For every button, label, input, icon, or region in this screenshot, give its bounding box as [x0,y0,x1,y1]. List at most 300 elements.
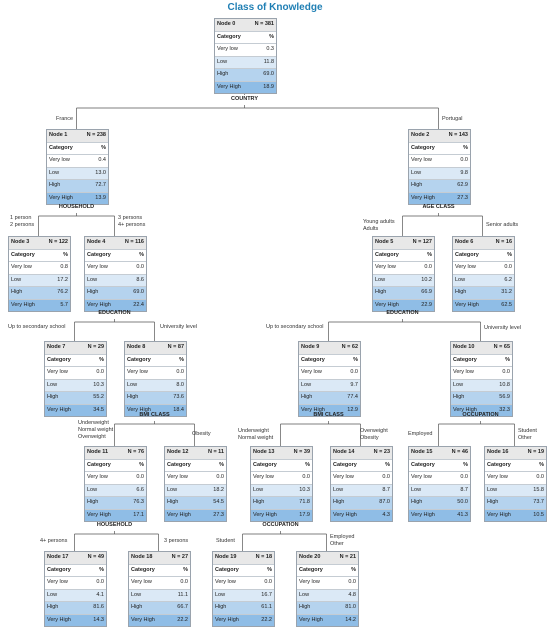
node-row [299,355,360,368]
class-percent: 69.0 [133,289,144,295]
node-row [297,565,358,578]
node-row [409,510,470,522]
class-label: Low [167,486,178,493]
category-header: Category [47,566,71,573]
class-label: Very High [11,301,35,308]
percent-header: % [183,566,188,573]
node-row [453,275,514,288]
category-header: Category [301,356,325,363]
node-row [45,392,106,405]
node-row [125,342,186,355]
tree-node [298,341,361,417]
branch-label-left: Underweight Normal weight [238,428,274,441]
node-row [165,447,226,460]
percent-header: % [305,461,310,468]
class-label: Low [87,276,98,283]
class-percent: 0.0 [382,474,390,480]
node-count: N = 238 [86,132,106,138]
class-percent: 72.7 [95,182,106,188]
class-percent: 5.7 [60,301,68,308]
class-percent: 0.0 [302,474,310,480]
branch-label-left: Employed [408,431,433,437]
class-label: Very low [217,46,238,52]
node-row [215,69,276,82]
node-row [297,602,358,615]
node-row [47,130,108,143]
class-label: High [87,289,99,295]
node-row [485,485,546,498]
class-label: High [87,499,99,505]
category-header: Category [453,356,477,363]
class-percent: 61.1 [261,604,272,610]
class-label: Very High [301,406,325,413]
node-row [299,342,360,355]
category-header: Category [215,566,239,573]
percent-header: % [351,566,356,573]
node-row [451,355,512,368]
node-id: Node 1 [49,132,68,138]
class-label: Low [487,486,498,493]
class-percent: 10.3 [299,486,310,493]
class-label: Low [453,381,464,388]
class-label: Low [47,591,58,598]
class-label: Very High [299,616,323,623]
class-label: Very High [47,616,71,623]
node-row [373,275,434,288]
percent-header: % [463,144,468,151]
percent-header: % [427,251,432,258]
class-label: Very low [47,579,68,585]
percent-header: % [139,251,144,258]
node-row [213,565,274,578]
class-percent: 62.9 [457,182,468,188]
class-label: Low [11,276,22,283]
class-percent: 0.0 [504,264,512,270]
node-row [85,472,146,485]
class-label: Low [49,169,60,176]
node-id: Node 19 [215,554,237,560]
category-header: Category [299,566,323,573]
category-header: Category [167,461,191,468]
class-percent: 55.2 [93,394,104,400]
branch-label-right: Overweight Obesity [360,428,388,441]
tree-node [8,236,71,312]
class-percent: 6.2 [504,276,512,283]
class-label: Very High [217,83,241,90]
node-row [409,130,470,143]
node-id: Node 0 [217,21,236,27]
class-percent: 50.0 [457,499,468,505]
class-label: Low [301,381,312,388]
class-percent: 41.3 [457,511,468,518]
node-count: N = 143 [448,132,468,138]
class-label: Very High [127,406,151,413]
tree-node [214,18,277,94]
branch-label-right: Obesity [192,431,211,437]
class-percent: 71.8 [299,499,310,505]
class-percent: 4.3 [382,511,390,518]
branch-label-right: Student Other [518,428,537,441]
class-percent: 15.8 [533,486,544,493]
node-row [409,485,470,498]
node-row [85,497,146,510]
node-row [125,380,186,393]
class-percent: 0.3 [266,46,274,52]
node-row [485,447,546,460]
class-percent: 22.9 [421,301,432,308]
node-id: Node 18 [131,554,153,560]
class-percent: 22.2 [177,616,188,623]
class-label: High [47,604,59,610]
node-row [45,380,106,393]
class-percent: 4.1 [96,591,104,598]
node-row [451,380,512,393]
tree-node [212,551,275,627]
node-row [45,577,106,590]
percent-header: % [219,461,224,468]
node-row [453,237,514,250]
class-percent: 0.0 [350,369,358,375]
node-row [9,287,70,300]
category-header: Category [87,461,111,468]
node-id: Node 9 [301,344,320,350]
node-row [373,250,434,263]
node-row [47,168,108,181]
class-percent: 4.8 [348,591,356,598]
node-row [85,485,146,498]
node-row [165,460,226,473]
tree-node [450,341,513,417]
branch-label-left: Student [216,538,235,544]
node-row [213,552,274,565]
node-row [251,447,312,460]
node-count: N = 16 [495,239,512,245]
node-row [409,168,470,181]
tree-node [330,446,393,522]
node-row [129,565,190,578]
node-row [165,497,226,510]
split-variable-label: HOUSEHOLD [58,204,95,210]
node-row [373,287,434,300]
class-label: High [333,499,345,505]
percent-header: % [539,461,544,468]
branch-label-left: Up to secondary school [266,324,324,330]
class-percent: 18.2 [213,486,224,493]
node-count: N = 122 [48,239,68,245]
chart-title: Class of Knowledge [227,2,323,13]
class-label: High [301,394,313,400]
node-row [47,143,108,156]
class-percent: 0.0 [96,579,104,585]
class-percent: 8.7 [460,486,468,493]
node-row [451,342,512,355]
node-row [165,472,226,485]
node-row [331,497,392,510]
category-header: Category [47,356,71,363]
class-label: Low [217,58,228,65]
node-row [297,552,358,565]
node-row [485,460,546,473]
class-percent: 8.6 [136,276,144,283]
split-variable-label: EDUCATION [386,310,419,316]
node-id: Node 20 [299,554,321,560]
class-percent: 17.9 [299,511,310,518]
class-label: Low [131,591,142,598]
node-row [251,472,312,485]
percent-header: % [63,251,68,258]
node-count: N = 76 [127,449,144,455]
class-label: High [131,604,143,610]
node-row [215,82,276,94]
node-row [215,44,276,57]
class-label: Very low [215,579,236,585]
class-percent: 9.7 [350,381,358,388]
class-label: Very High [375,301,399,308]
node-row [129,577,190,590]
node-count: N = 87 [167,344,184,350]
node-row [251,460,312,473]
class-label: High [487,499,499,505]
tree-node [408,446,471,522]
node-id: Node 2 [411,132,430,138]
class-label: High [215,604,227,610]
node-row [213,577,274,590]
percent-header: % [353,356,358,363]
category-header: Category [455,251,479,258]
node-row [297,615,358,627]
class-percent: 0.0 [216,474,224,480]
class-percent: 66.9 [421,289,432,295]
branch-label-right: Portugal [442,116,463,122]
node-row [485,510,546,522]
category-header: Category [411,461,435,468]
class-label: Very High [253,511,277,518]
class-percent: 0.0 [264,579,272,585]
class-label: High [375,289,387,295]
class-percent: 22.2 [261,616,272,623]
split-variable-label: BMI CLASS [139,412,170,418]
class-percent: 73.6 [173,394,184,400]
node-row [85,447,146,460]
node-row [125,392,186,405]
node-row [9,262,70,275]
class-label: Low [299,591,310,598]
class-label: Very High [87,301,111,308]
class-label: Very High [131,616,155,623]
node-row [129,615,190,627]
node-row [9,300,70,312]
percent-header: % [269,33,274,40]
class-label: Very low [87,474,108,480]
node-row [85,250,146,263]
node-id: Node 11 [87,449,109,455]
node-id: Node 10 [453,344,475,350]
node-row [409,155,470,168]
branch-label-right: 3 persons [164,538,189,544]
class-label: Very High [87,511,111,518]
class-label: Very High [49,194,73,201]
node-count: N = 65 [493,344,510,350]
class-label: High [167,499,179,505]
node-count: N = 18 [255,554,272,560]
node-row [45,355,106,368]
class-label: Very low [127,369,148,375]
percent-header: % [267,566,272,573]
class-percent: 27.3 [457,194,468,201]
node-row [409,497,470,510]
class-label: Very High [487,511,511,518]
node-id: Node 12 [167,449,189,455]
class-label: High [411,499,423,505]
node-row [45,602,106,615]
tree-node [128,551,191,627]
node-row [453,287,514,300]
tree-node [84,446,147,522]
node-id: Node 7 [47,344,66,350]
node-row [485,472,546,485]
class-label: Very low [167,474,188,480]
tree-node [452,236,515,312]
branch-label-right: University level [160,324,197,330]
class-percent: 76.3 [133,499,144,505]
class-percent: 12.9 [347,406,358,413]
class-label: Very low [333,474,354,480]
class-label: Very High [167,511,191,518]
class-percent: 10.3 [93,381,104,388]
class-percent: 73.7 [533,499,544,505]
class-percent: 81.0 [345,604,356,610]
node-row [47,180,108,193]
node-row [485,497,546,510]
percent-header: % [139,461,144,468]
class-label: Low [411,169,422,176]
class-label: Very low [411,474,432,480]
node-id: Node 15 [411,449,433,455]
class-label: Low [455,276,466,283]
class-percent: 27.3 [213,511,224,518]
class-percent: 14.2 [345,616,356,623]
node-row [451,367,512,380]
class-percent: 6.6 [136,486,144,493]
node-row [45,565,106,578]
node-id: Node 17 [47,554,69,560]
class-percent: 11.8 [263,58,274,65]
node-row [299,392,360,405]
node-row [215,19,276,32]
node-row [331,510,392,522]
class-label: Very low [131,579,152,585]
node-row [9,237,70,250]
class-label: Very High [411,511,435,518]
split-variable-label: EDUCATION [98,310,131,316]
node-row [409,193,470,205]
class-label: High [49,182,61,188]
tree-node [44,551,107,627]
node-row [297,590,358,603]
node-row [9,275,70,288]
node-row [409,180,470,193]
node-id: Node 8 [127,344,146,350]
class-percent: 17.1 [133,511,144,518]
node-count: N = 49 [87,554,104,560]
node-row [9,250,70,263]
node-id: Node 3 [11,239,30,245]
category-header: Category [87,251,111,258]
tree-node [84,236,147,312]
node-id: Node 14 [333,449,355,455]
node-row [373,262,434,275]
class-label: Very low [455,264,476,270]
class-label: Very low [487,474,508,480]
node-row [299,367,360,380]
category-header: Category [375,251,399,258]
class-label: Low [87,486,98,493]
category-header: Category [11,251,35,258]
tree-node [484,446,547,522]
class-percent: 0.0 [502,369,510,375]
node-row [45,342,106,355]
node-row [297,577,358,590]
node-row [85,510,146,522]
class-label: Very low [49,157,70,163]
node-row [251,497,312,510]
node-row [45,552,106,565]
class-label: Very High [333,511,357,518]
node-row [45,405,106,417]
tree-node [124,341,187,417]
node-count: N = 381 [254,21,274,27]
percent-header: % [101,144,106,151]
class-percent: 87.0 [379,499,390,505]
class-percent: 11.1 [177,591,188,598]
category-header: Category [131,566,155,573]
class-percent: 77.4 [347,394,358,400]
branch-label-right: 3 persons 4+ persons [118,215,146,228]
class-percent: 18.4 [173,406,184,413]
class-label: High [217,71,229,77]
class-percent: 22.4 [133,301,144,308]
node-row [47,193,108,205]
split-variable-label: BMI CLASS [313,412,344,418]
node-row [125,367,186,380]
node-row [129,552,190,565]
node-row [409,447,470,460]
node-id: Node 4 [87,239,106,245]
class-percent: 34.5 [93,406,104,413]
percent-header: % [463,461,468,468]
split-variable-label: HOUSEHOLD [96,522,133,528]
node-count: N = 46 [451,449,468,455]
node-count: N = 11 [207,449,224,455]
node-row [45,367,106,380]
tree-node [372,236,435,312]
node-row [331,460,392,473]
node-count: N = 27 [171,554,188,560]
class-percent: 32.3 [499,406,510,413]
class-percent: 10.5 [533,511,544,518]
class-percent: 0.8 [60,264,68,270]
node-row [451,392,512,405]
branch-label-left: Underweight Normal weight Overweight [78,420,114,440]
class-label: Very High [215,616,239,623]
percent-header: % [505,356,510,363]
class-label: Low [127,381,138,388]
class-percent: 31.2 [501,289,512,295]
node-id: Node 16 [487,449,509,455]
node-row [213,615,274,627]
node-row [299,380,360,393]
class-label: Very low [299,579,320,585]
